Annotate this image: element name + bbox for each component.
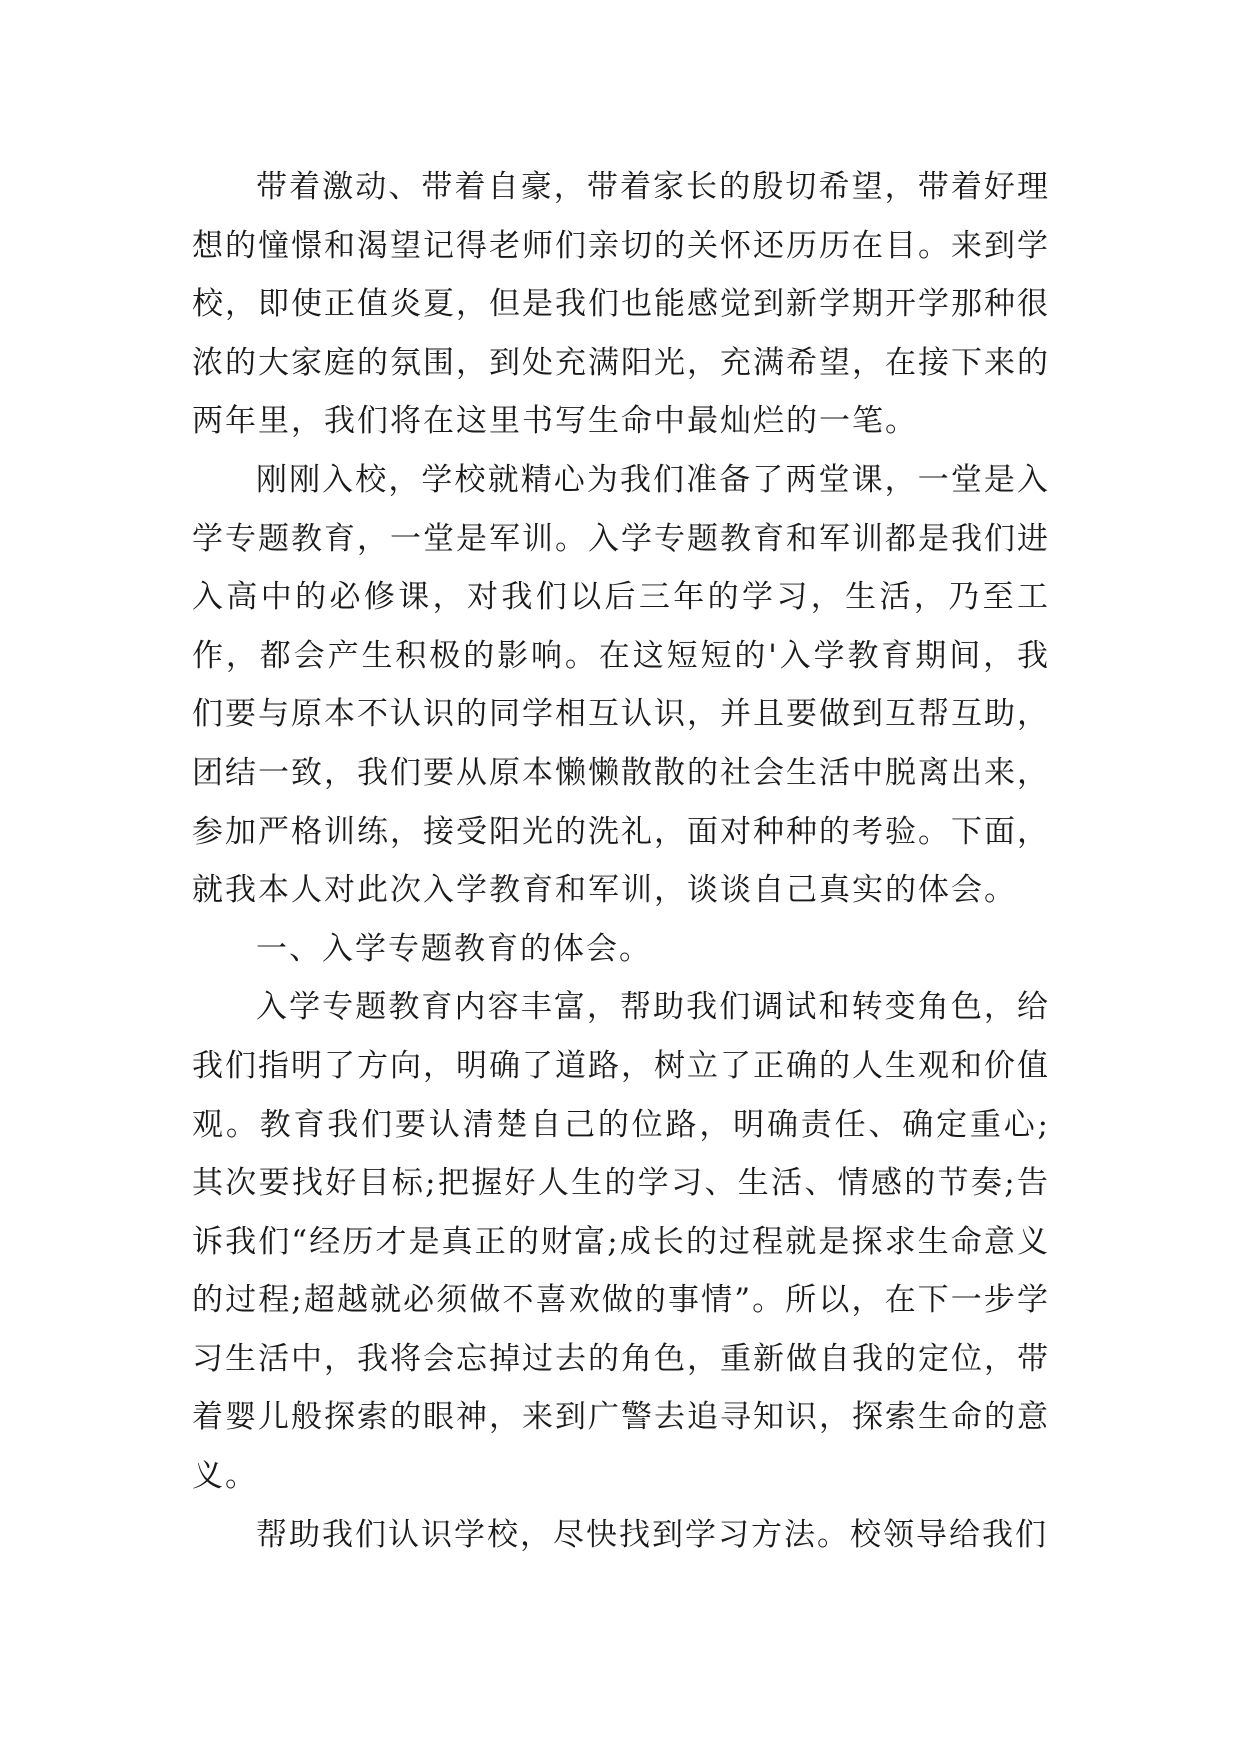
paragraph-orientation-content: 入学专题教育内容丰富，帮助我们调试和转变角色，给我们指明了方向，明确了道路，树立了正确的人生观和价值观。教育我们要认清楚自己的位路，明确责任、确定重心;其次要找好目标;把握好人生的学习、生活、情感的节奏;告诉我们“经历才是真正的财富;成长的过程就是探求生命意义的过程;超越就必须做不喜欢做的事情”。所以，在下一步学习生活中，我将会忘掉过去的角色，重新做自我的定位，带着婴儿般探索的眼神，来到广警去追寻知识，探索生命的意义。 [192, 989, 1050, 1495]
paragraph-know-school: 帮助我们认识学校，尽快找到学习方法。校领导给我们 [256, 1516, 1048, 1553]
paragraph-two-lessons: 刚刚入校，学校就精心为我们准备了两堂课，一堂是入学专题教育，一堂是军训。入学专题教育和军训都是我们进入高中的必修课，对我们以后三年的学习，生活，乃至工作，都会产生积极的影响。在这短短的'入学教育期间，我们要与原本不认识的同学相互认识，并且要做到互帮互助，团结一致，我们要从原本懒懒散散的社会生活中脱离出来，参加严格训练，接受阳光的洗礼，面对种种的考验。下面，就我本人对此次入学教育和军训，谈谈自己真实的体会。 [192, 461, 1050, 909]
document-body [192, 158, 1050, 1564]
section-heading-orientation: 一、入学专题教育的体会。 [256, 930, 652, 967]
paragraph-arrival: 带着激动、带着自豪，带着家长的殷切希望，带着好理想的憧憬和渴望记得老师们亲切的关怀还历历在目。来到学校，即使正值炎夏，但是我们也能感觉到新学期开学那种很浓的大家庭的氛围，到处充满阳光，充满希望，在接下来的两年里，我们将在这里书写生命中最灿烂的一笔。 [192, 169, 1050, 440]
